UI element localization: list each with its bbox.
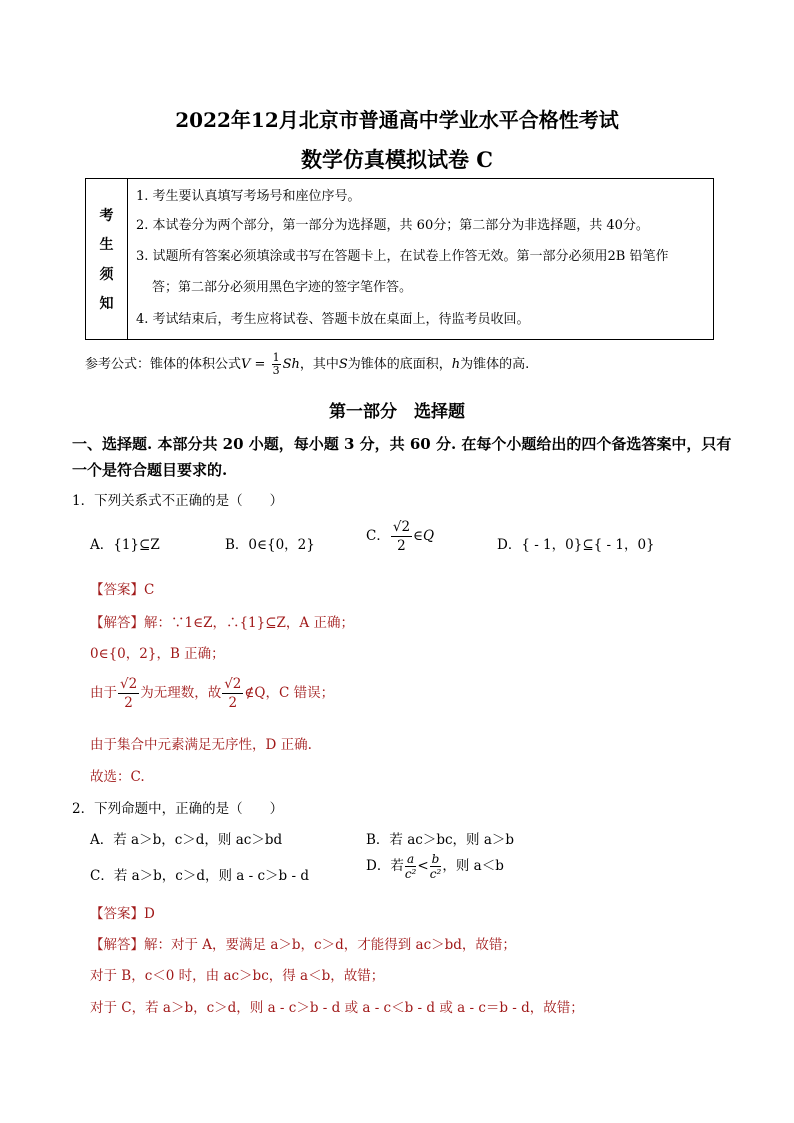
fraction-numerator: 1 <box>272 351 280 364</box>
notice-label <box>86 179 128 339</box>
notice-label-char: 知 <box>99 295 114 312</box>
q1-option-a: A．{1}⊆Z <box>90 537 160 553</box>
q2-option-b: B．若 ac＞bc，则 a＞b <box>366 832 515 848</box>
q1-analysis-line: 由于集合中元素满足无序性，D 正确. <box>90 737 312 753</box>
notice-item: 答；第二部分必须用黑色字迹的签字笔作答。 <box>152 280 413 295</box>
fraction-numerator: √2 <box>392 519 411 535</box>
sqrt2-over-2 <box>222 675 243 712</box>
q2-option-d <box>366 852 504 881</box>
fraction-denominator: 2 <box>228 695 238 711</box>
q1-analysis-line: 0∈{0，2}，B 正确； <box>90 646 225 662</box>
analysis-text: 由于 <box>90 685 117 701</box>
reference-formula <box>85 352 529 377</box>
formula-text: ，其中 <box>299 357 339 372</box>
b-over-c-squared <box>430 852 442 881</box>
analysis-text: ∉Q，C 错误； <box>244 685 335 701</box>
formula-var: h <box>451 357 461 372</box>
q1-analysis-line: 故选：C. <box>90 769 145 785</box>
less-than: < <box>417 858 429 874</box>
fraction-denominator: c² <box>429 867 442 881</box>
exam-title: 2022年12月北京市普通高中学业水平合格性考试 <box>175 108 619 132</box>
fraction-numerator: a <box>405 852 417 867</box>
notice-label-char: 考 <box>99 208 114 224</box>
analysis-text: 为无理数，故 <box>140 685 222 701</box>
fraction-denominator: c² <box>404 867 417 881</box>
q1-answer: 【答案】C <box>90 582 155 598</box>
formula-rhs: Sh <box>282 357 300 372</box>
fraction-numerator: b <box>431 852 440 866</box>
fraction-denominator: 2 <box>124 695 133 711</box>
formula-var: S <box>338 357 348 372</box>
q2-answer: 【答案】D <box>90 906 155 922</box>
q1-option-c <box>366 518 434 555</box>
q1-option-d: D．{ - 1，0}⊆{ - 1，0} <box>497 537 655 553</box>
q2-analysis-line: 对于 B，c＜0 时，由 ac＞bc，得 a＜b，故错； <box>90 968 385 984</box>
formula-lhs: V = <box>241 357 270 372</box>
formula-text: 为锥体的底面积， <box>347 357 452 372</box>
sqrt2-over-2 <box>118 675 139 712</box>
notice-label-char: 生 <box>99 237 114 254</box>
option-tail: ，则 a＜b <box>442 858 504 874</box>
candidate-notice-box <box>85 178 714 340</box>
question-1-stem: 1．下列关系式不正确的是（ ） <box>72 493 284 509</box>
q2-option-c: C．若 a＞b，c＞d，则 a - c＞b - d <box>90 868 309 884</box>
q1-analysis-line: 【解答】解：∵1∈Z，∴{1}⊆Z，A 正确； <box>90 615 354 631</box>
q2-analysis-line: 对于 C，若 a＞b，c＞d，则 a - c＞b - d 或 a - c＜b - d 或 a - c＝b - d，故错； <box>90 1000 584 1016</box>
option-label: D．若 <box>366 858 404 874</box>
option-label: C． <box>366 528 390 544</box>
fraction-numerator: √2 <box>224 676 242 692</box>
q1-analysis-line <box>90 675 334 712</box>
question-2-stem: 2．下列命题中，正确的是（ ） <box>72 801 284 817</box>
q2-analysis-line: 【解答】解：对于 A，要满足 a＞b，c＞d，才能得到 ac＞bd，故错； <box>90 937 516 953</box>
formula-prefix: 参考公式：锥体的体积公式 <box>85 357 242 372</box>
q1-option-b: B．0∈{0，2} <box>225 537 315 553</box>
formula-fraction <box>272 352 281 377</box>
option-tail: ∈Q <box>413 528 435 544</box>
notice-item: 4. 考试结束后，考生应将试卷、答题卡放在桌面上，待监考员收回。 <box>136 312 530 327</box>
formula-text: 为锥体的高. <box>460 357 530 372</box>
section-title: 第一部分 选择题 <box>329 402 465 422</box>
fraction-numerator: √2 <box>120 676 138 692</box>
fraction-denominator: 3 <box>272 364 280 377</box>
notice-item: 3. 试题所有答案必须填涂或书写在答题卡上，在试卷上作答无效。第一部分必须用2B 铅笔作 <box>136 249 669 264</box>
fraction-denominator: 2 <box>397 538 406 554</box>
exam-subtitle: 数学仿真模拟试卷 C <box>300 147 494 172</box>
notice-label-char: 须 <box>99 266 114 283</box>
section-intro: 一、选择题. 本部分共 20 小题，每小题 3 分，共 60 分. 在每个小题给出的四个备选答案中，只有一个是符合题目要求的. <box>72 435 732 479</box>
q2-option-a: A．若 a＞b，c＞d，则 ac＞bd <box>90 832 283 848</box>
notice-item: 2. 本试卷分为两个部分，第一部分为选择题，共 60分；第二部分为非选择题，共 40分。 <box>136 218 649 233</box>
sqrt2-over-2 <box>391 518 412 555</box>
a-over-c-squared <box>405 852 417 881</box>
notice-item: 1. 考生要认真填写考场号和座位序号。 <box>136 189 361 204</box>
